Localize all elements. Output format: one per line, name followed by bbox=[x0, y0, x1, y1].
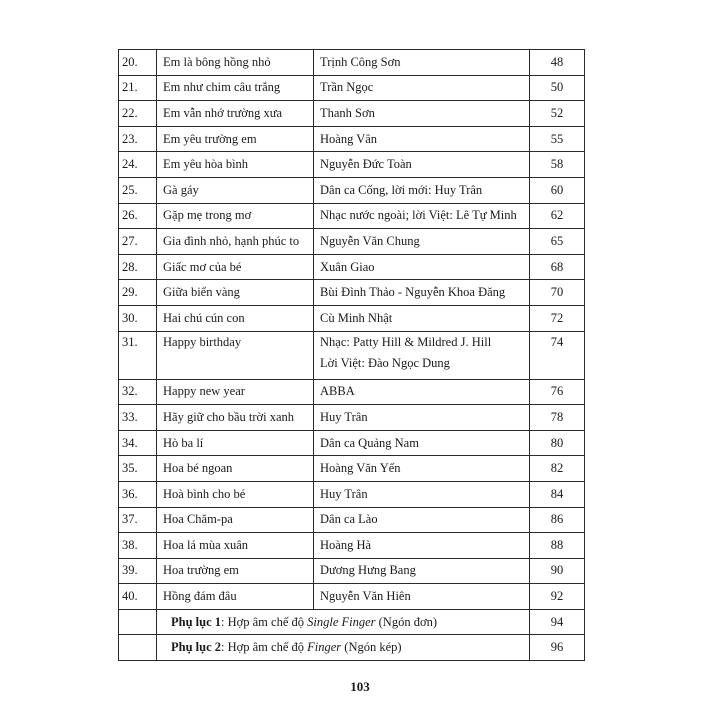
toc-body bbox=[119, 50, 585, 661]
entry-number: 27. bbox=[119, 229, 157, 255]
song-author: Huy Trân bbox=[314, 481, 530, 507]
entry-number: 26. bbox=[119, 203, 157, 229]
table-row bbox=[119, 152, 585, 178]
song-author: Xuân Giao bbox=[314, 254, 530, 280]
page-ref: 76 bbox=[530, 379, 585, 405]
entry-number: 31. bbox=[119, 331, 157, 379]
entry-number: 35. bbox=[119, 456, 157, 482]
page-ref: 80 bbox=[530, 430, 585, 456]
page-ref: 74 bbox=[530, 331, 585, 379]
author-line-music: Nhạc: Patty Hill & Mildred J. Hill bbox=[320, 334, 492, 349]
appendix-text: : Hợp âm chế độ bbox=[221, 640, 308, 655]
song-author: Nhạc nước ngoài; lời Việt: Lê Tự Minh bbox=[314, 203, 530, 229]
song-author: Bùi Đình Thảo - Nguyễn Khoa Đăng bbox=[314, 280, 530, 306]
song-title: Hoà bình cho bé bbox=[157, 481, 314, 507]
page-ref: 86 bbox=[530, 507, 585, 533]
page-ref: 65 bbox=[530, 229, 585, 255]
table-row bbox=[119, 584, 585, 610]
page-ref: 70 bbox=[530, 280, 585, 306]
table-row bbox=[119, 405, 585, 431]
page-ref: 78 bbox=[530, 405, 585, 431]
song-title: Gia đình nhỏ, hạnh phúc to bbox=[157, 229, 314, 255]
song-title: Em như chim câu trắng bbox=[157, 75, 314, 101]
song-title: Em yêu trường em bbox=[157, 126, 314, 152]
table-row bbox=[119, 331, 585, 379]
song-title: Giấc mơ của bé bbox=[157, 254, 314, 280]
song-author: Dân ca Cống, lời mới: Huy Trân bbox=[314, 177, 530, 203]
song-title: Em yêu hòa bình bbox=[157, 152, 314, 178]
song-author bbox=[314, 331, 530, 379]
page-ref: 68 bbox=[530, 254, 585, 280]
song-author: Hoàng Hà bbox=[314, 533, 530, 559]
entry-number: 30. bbox=[119, 305, 157, 331]
page-ref: 50 bbox=[530, 75, 585, 101]
table-row bbox=[119, 280, 585, 306]
song-author: ABBA bbox=[314, 379, 530, 405]
table-row bbox=[119, 75, 585, 101]
page-ref: 96 bbox=[530, 635, 585, 661]
song-title: Hò ba lí bbox=[157, 430, 314, 456]
page-ref: 90 bbox=[530, 558, 585, 584]
appendix-text: : Hợp âm chế độ bbox=[221, 614, 308, 629]
table-row bbox=[119, 101, 585, 127]
table-row bbox=[119, 379, 585, 405]
page-ref: 84 bbox=[530, 481, 585, 507]
page-ref: 60 bbox=[530, 177, 585, 203]
table-row bbox=[119, 177, 585, 203]
song-author: Trịnh Công Sơn bbox=[314, 50, 530, 76]
song-title: Happy new year bbox=[157, 379, 314, 405]
table-row bbox=[119, 50, 585, 76]
song-title: Hồng đám đâu bbox=[157, 584, 314, 610]
page-number: 103 bbox=[350, 679, 370, 694]
table-row bbox=[119, 456, 585, 482]
table-row bbox=[119, 203, 585, 229]
entry-number: 34. bbox=[119, 430, 157, 456]
song-title: Hai chú cún con bbox=[157, 305, 314, 331]
song-title: Hoa trường em bbox=[157, 558, 314, 584]
song-author: Nguyễn Đức Toàn bbox=[314, 152, 530, 178]
page-ref: 92 bbox=[530, 584, 585, 610]
appendix-label: Phụ lục 2 bbox=[171, 640, 222, 655]
entry-number: 23. bbox=[119, 126, 157, 152]
entry-number: 39. bbox=[119, 558, 157, 584]
appendix-title bbox=[157, 609, 530, 635]
song-author: Dân ca Quảng Nam bbox=[314, 430, 530, 456]
song-title: Hãy giữ cho bầu trời xanh bbox=[157, 405, 314, 431]
table-row bbox=[119, 430, 585, 456]
song-author: Hoàng Văn Yến bbox=[314, 456, 530, 482]
page-ref: 88 bbox=[530, 533, 585, 559]
entry-number: 22. bbox=[119, 101, 157, 127]
entry-number: 36. bbox=[119, 481, 157, 507]
song-title: Happy birthday bbox=[157, 331, 314, 379]
entry-number: 24. bbox=[119, 152, 157, 178]
table-row bbox=[119, 229, 585, 255]
table-row bbox=[119, 126, 585, 152]
song-title: Hoa lá mùa xuân bbox=[157, 533, 314, 559]
table-row bbox=[119, 558, 585, 584]
table-row bbox=[119, 507, 585, 533]
song-title: Gà gáy bbox=[157, 177, 314, 203]
appendix-text-suffix: (Ngón kép) bbox=[341, 640, 402, 655]
table-row bbox=[119, 305, 585, 331]
song-title: Hoa bé ngoan bbox=[157, 456, 314, 482]
page-ref: 48 bbox=[530, 50, 585, 76]
song-author: Cù Minh Nhật bbox=[314, 305, 530, 331]
appendix-mode: Single Finger bbox=[307, 614, 376, 629]
appendix-text-suffix: (Ngón đơn) bbox=[375, 614, 437, 629]
table-row bbox=[119, 481, 585, 507]
entry-number: 25. bbox=[119, 177, 157, 203]
page-ref: 55 bbox=[530, 126, 585, 152]
song-author: Huy Trân bbox=[314, 405, 530, 431]
song-author: Dương Hưng Bang bbox=[314, 558, 530, 584]
song-author: Nguyễn Văn Chung bbox=[314, 229, 530, 255]
appendix-row bbox=[119, 635, 585, 661]
song-title: Gặp mẹ trong mơ bbox=[157, 203, 314, 229]
table-row bbox=[119, 533, 585, 559]
song-author: Hoàng Vân bbox=[314, 126, 530, 152]
entry-number: 29. bbox=[119, 280, 157, 306]
author-line-lyrics: Lời Việt: Đào Ngọc Dung bbox=[320, 355, 450, 370]
page-ref: 58 bbox=[530, 152, 585, 178]
appendix-number-blank bbox=[119, 635, 157, 661]
entry-number: 21. bbox=[119, 75, 157, 101]
entry-number: 28. bbox=[119, 254, 157, 280]
song-title: Hoa Chăm-pa bbox=[157, 507, 314, 533]
song-title: Em vẫn nhớ trường xưa bbox=[157, 101, 314, 127]
song-author: Thanh Sơn bbox=[314, 101, 530, 127]
appendix-mode: Finger bbox=[307, 640, 342, 655]
entry-number: 32. bbox=[119, 379, 157, 405]
page-ref: 82 bbox=[530, 456, 585, 482]
song-title: Giữa biển vàng bbox=[157, 280, 314, 306]
song-author: Trần Ngọc bbox=[314, 75, 530, 101]
appendix-label: Phụ lục 1 bbox=[171, 614, 222, 629]
entry-number: 37. bbox=[119, 507, 157, 533]
table-of-contents bbox=[118, 49, 585, 661]
entry-number: 38. bbox=[119, 533, 157, 559]
page-ref: 94 bbox=[530, 609, 585, 635]
entry-number: 33. bbox=[119, 405, 157, 431]
song-author: Nguyễn Văn Hiên bbox=[314, 584, 530, 610]
page-ref: 62 bbox=[530, 203, 585, 229]
song-title: Em là bông hồng nhỏ bbox=[157, 50, 314, 76]
appendix-row bbox=[119, 609, 585, 635]
song-author: Dân ca Lào bbox=[314, 507, 530, 533]
entry-number: 40. bbox=[119, 584, 157, 610]
page-ref: 52 bbox=[530, 101, 585, 127]
page-ref: 72 bbox=[530, 305, 585, 331]
table-row bbox=[119, 254, 585, 280]
entry-number: 20. bbox=[119, 50, 157, 76]
appendix-title bbox=[157, 635, 530, 661]
appendix-number-blank bbox=[119, 609, 157, 635]
